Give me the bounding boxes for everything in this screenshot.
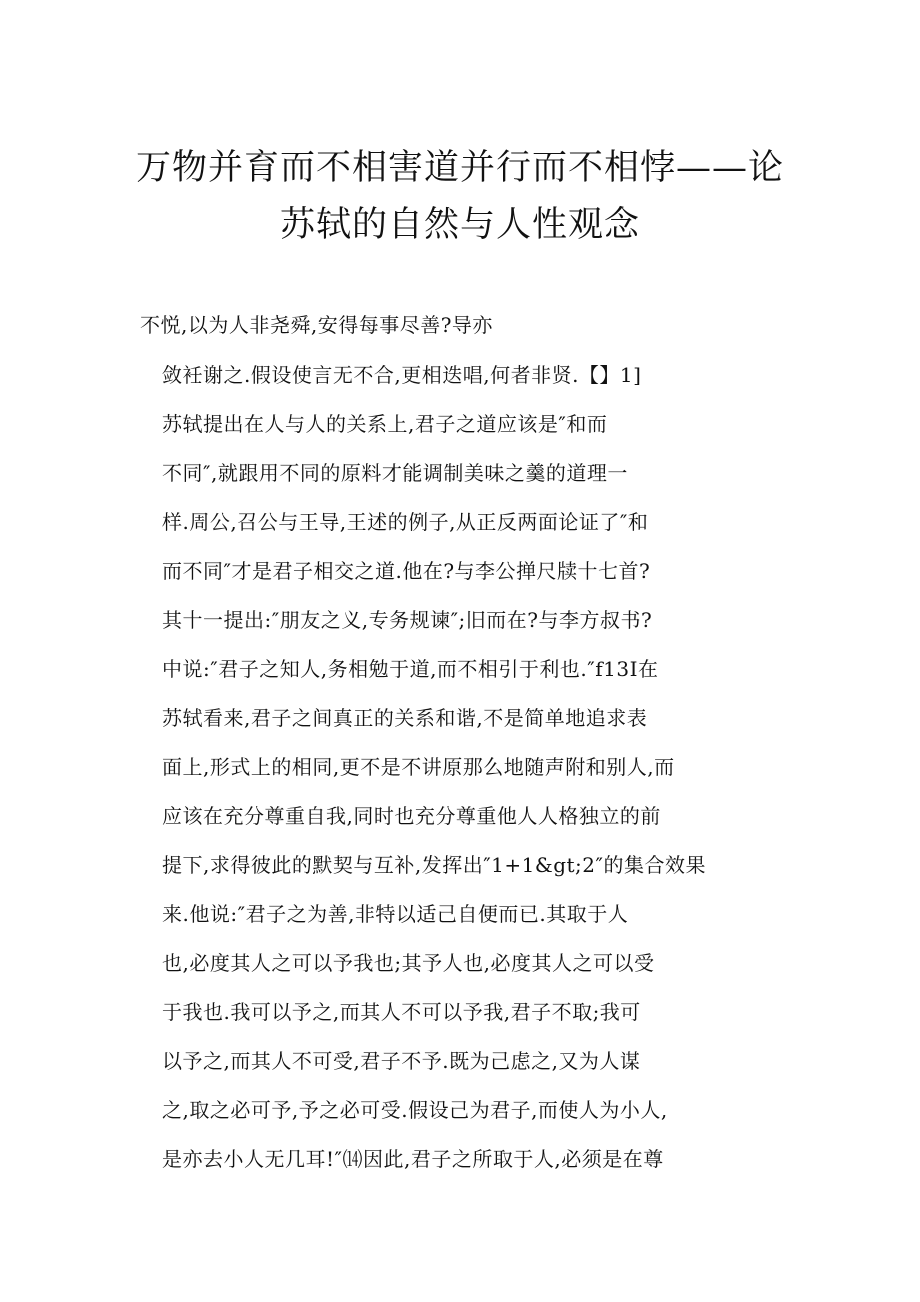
body-line: 提下,求得彼此的默契与互补,发挥出″1+1&gt;2″的集合效果 xyxy=(162,853,706,877)
document-title-line-1: 万物并育而不相害道并行而不相悖——论 xyxy=(135,148,784,188)
body-line: 敛衽谢之.假设使言无不合,更相迭唱,何者非贤.【】1] xyxy=(162,363,642,387)
body-line: 样.周公,召公与王导,王述的例子,从正反两面论证了″和 xyxy=(162,510,649,534)
body-line: 其十一提出:″朋友之义,专务规谏″;旧而在?与李方叔书? xyxy=(162,608,653,632)
body-line: 不悦,以为人非尧舜,安得每事尽善?导亦 xyxy=(140,313,493,337)
body-line: 而不同″才是君子相交之道.他在?与李公掸尺牍十七首? xyxy=(162,559,651,583)
body-line: 苏轼提出在人与人的关系上,君子之道应该是″和而 xyxy=(162,412,608,436)
body-line: 应该在充分尊重自我,同时也充分尊重他人人格独立的前 xyxy=(162,804,661,828)
body-line: 面上,形式上的相同,更不是不讲原那么地随声附和别人,而 xyxy=(162,755,675,779)
document-title-line-2: 苏轼的自然与人性观念 xyxy=(279,205,640,245)
body-line: 苏轼看来,君子之间真正的关系和谐,不是简单地追求表 xyxy=(162,706,648,730)
body-line: 之,取之必可予,予之必可受.假设己为君子,而使人为小人, xyxy=(162,1098,668,1122)
body-line: 来.他说:″君子之为善,非特以适己自便而已.其取于人 xyxy=(162,902,629,926)
body-line: 不同″,就跟用不同的原料才能调制美味之羹的道理一 xyxy=(162,461,628,485)
body-line: 于我也.我可以予之,而其人不可以予我,君子不取;我可 xyxy=(162,1000,641,1024)
body-line: 是亦去小人无几耳!″⒁因此,君子之所取于人,必须是在尊 xyxy=(162,1147,664,1171)
body-line: 以予之,而其人不可受,君子不予.既为己虑之,又为人谋 xyxy=(162,1049,641,1073)
body-line: 中说:″君子之知人,务相勉于道,而不相引于利也.″f13I在 xyxy=(162,657,659,681)
body-line: 也,必度其人之可以予我也;其予人也,必度其人之可以受 xyxy=(162,951,655,975)
